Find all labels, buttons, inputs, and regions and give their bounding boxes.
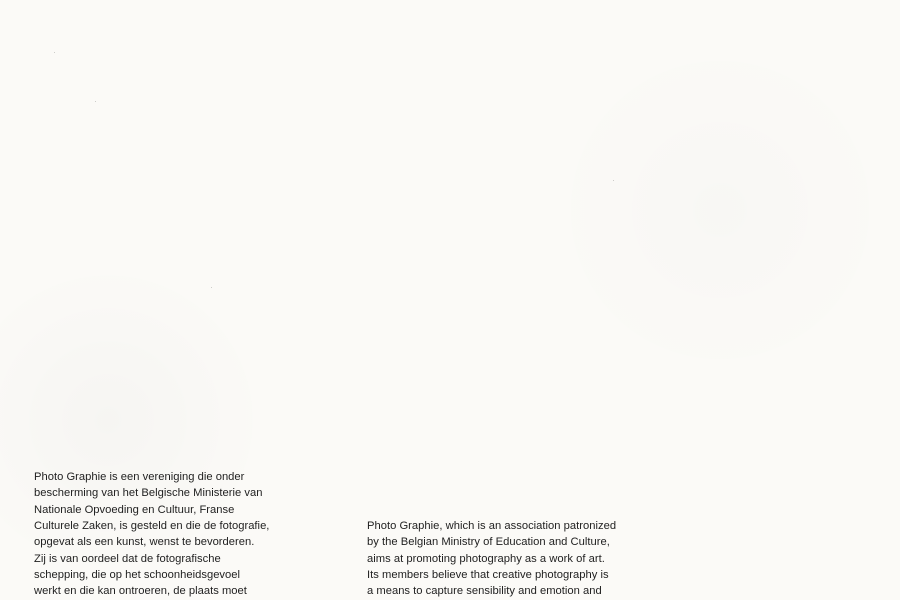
dutch-text-line: Zij is van oordeel dat de fotografische	[34, 552, 221, 565]
english-text-line: by the Belgian Ministry of Education and Culture,	[367, 536, 610, 549]
english-text-line: Photo Graphie, which is an association patronized	[367, 520, 617, 532]
dutch-text-column	[34, 469, 319, 600]
dutch-text-line: bescherming van het Belgische Ministerie van	[34, 487, 263, 500]
paper-speck	[95, 101, 96, 102]
english-text-line: aims at promoting photography as a work of art.	[367, 552, 605, 565]
paper-speck	[613, 180, 614, 181]
dutch-text-line: Culturele Zaken, is gesteld en die de fotografie,	[34, 520, 270, 533]
english-text-line: Its members believe that creative photography is	[367, 569, 609, 582]
paper-speck	[211, 287, 212, 288]
dutch-text-line: opgevat als een kunst, wenst te bevorderen.	[34, 536, 255, 549]
dutch-text-line: werkt en die kan ontroeren, de plaats moet	[34, 585, 247, 598]
dutch-text-line: Nationale Opvoeding en Cultuur, Franse	[34, 503, 235, 516]
dutch-text-line: Photo Graphie is een vereniging die onder	[34, 471, 245, 483]
english-text-column	[367, 518, 667, 600]
dutch-text-line: schepping, die op het schoonheidsgevoel	[34, 569, 241, 582]
paper-speck	[54, 52, 55, 53]
english-text-line: a means to capture sensibility and emotion and	[367, 585, 602, 598]
